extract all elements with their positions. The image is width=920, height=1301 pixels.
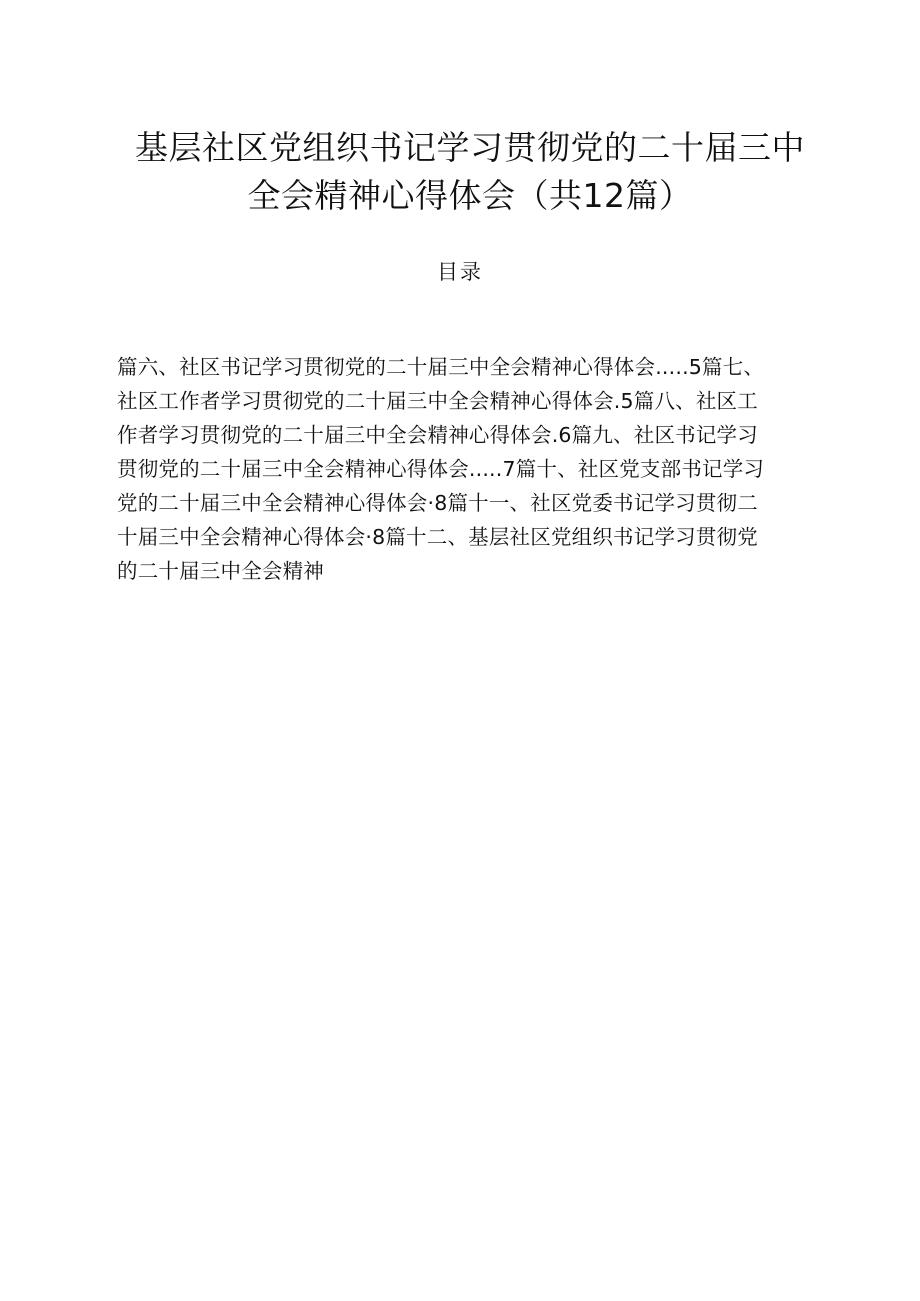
toc-heading: 目录 xyxy=(437,260,483,284)
document-title-line-1: 基层社区党组织书记学习贯彻党的二十届三中 xyxy=(135,128,805,167)
toc-line: 贯彻党的二十届三中全会精神心得体会.....7篇十、社区党支部书记学习 xyxy=(117,457,765,481)
toc-line: 的二十届三中全会精神 xyxy=(117,559,324,583)
toc-line: 篇六、社区书记学习贯彻党的二十届三中全会精神心得体会.....5篇七、 xyxy=(117,355,765,379)
document-title-line-2: 全会精神心得体会（共12篇） xyxy=(247,176,693,215)
toc-line: 党的二十届三中全会精神心得体会·8篇十一、社区党委书记学习贯彻二 xyxy=(117,491,758,515)
toc-line: 社区工作者学习贯彻党的二十届三中全会精神心得体会.5篇八、社区工 xyxy=(117,389,758,413)
toc-line: 十届三中全会精神心得体会·8篇十二、基层社区党组织书记学习贯彻党 xyxy=(117,525,758,549)
toc-body xyxy=(117,350,837,588)
toc-line: 作者学习贯彻党的二十届三中全会精神心得体会.6篇九、社区书记学习 xyxy=(117,423,758,447)
